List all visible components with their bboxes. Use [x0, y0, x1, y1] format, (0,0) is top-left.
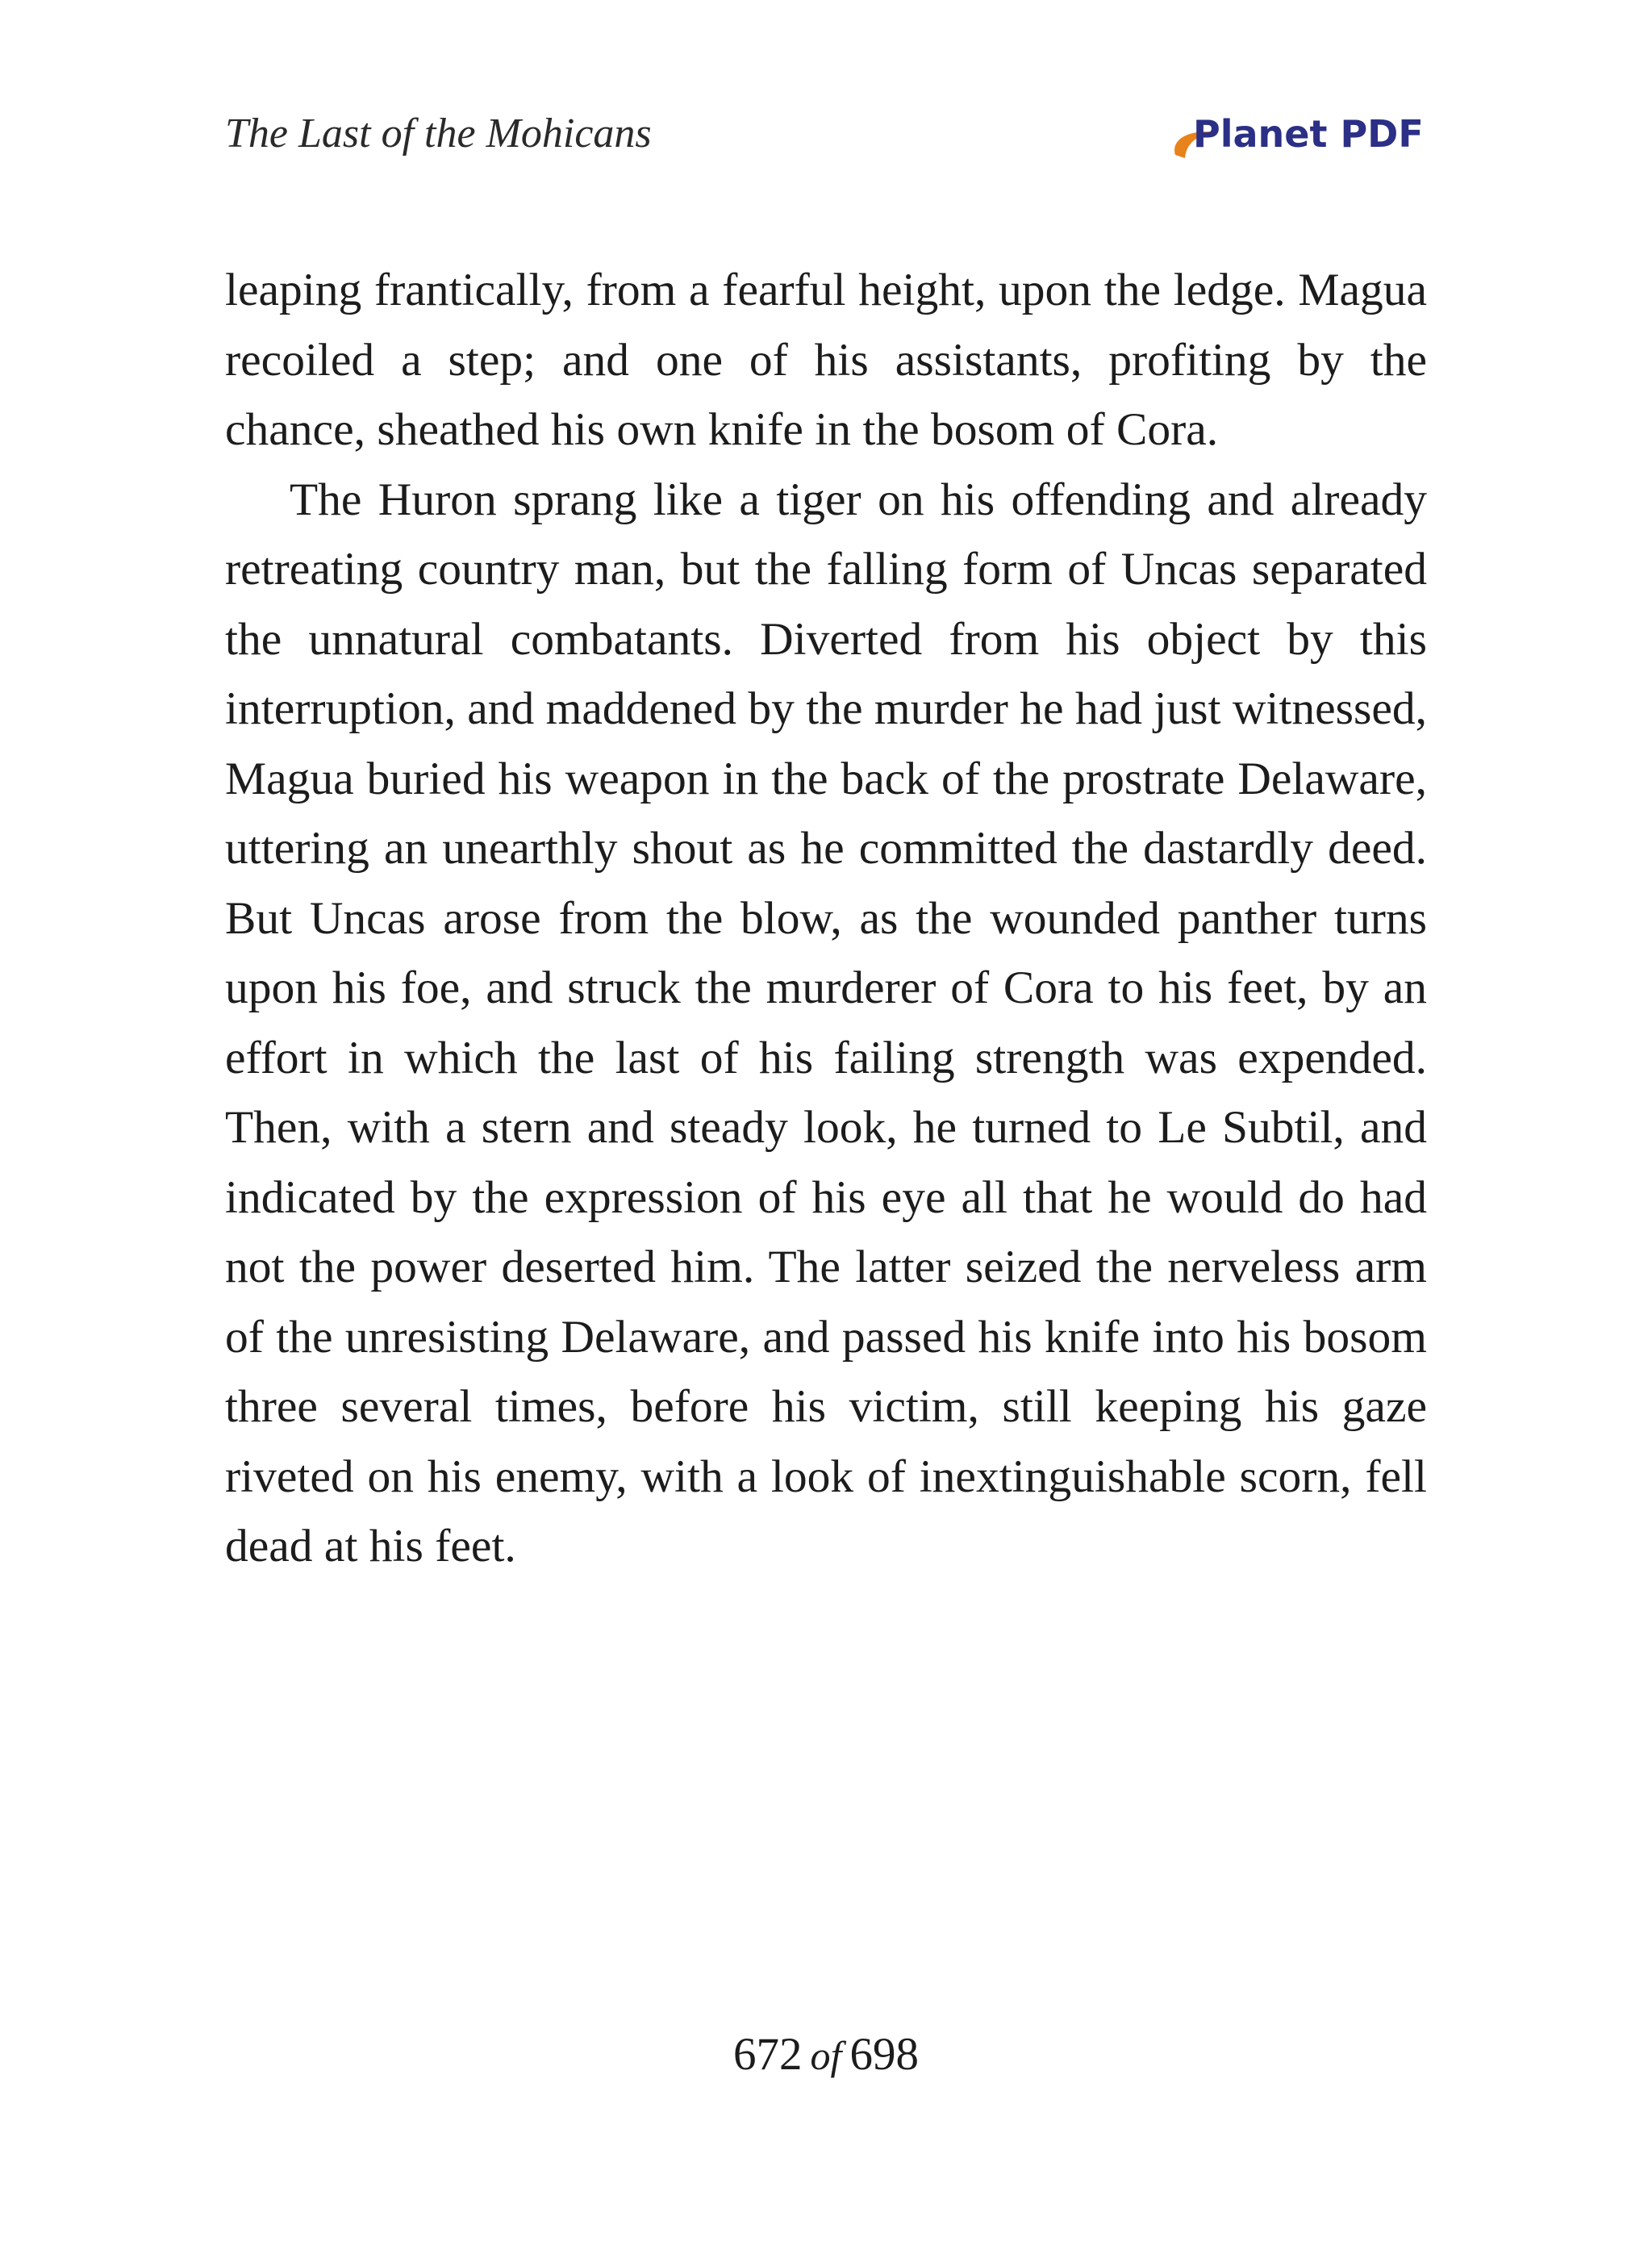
- logo-text: Planet PDF: [1193, 112, 1424, 156]
- planet-pdf-logo: [1169, 105, 1427, 169]
- current-page-number: 672: [733, 2029, 803, 2080]
- paragraph-1: leaping frantically, from a fearful height, upon the ledge. Magua recoiled a step; and one of his assistants, profiting by the chance, sheathed his own knife in the bosom of Cora.: [225, 265, 1427, 455]
- total-page-count: 698: [849, 2029, 919, 2080]
- paragraph-2: The Huron sprang like a tiger on his offending and already retreating country man, but the falling form of Uncas separated the unnatural combatants. Diverted from his object by this interruption, and maddened by the murder he had just witnessed, Magua buried his weapon in the back of the prostrate Delaware, uttering an unearthly shout as he committed the dastardly deed. But Uncas arose from the blow, as the wounded panther turns upon his foe, and struck the murderer of Cora to his feet, by an effort in which the last of his failing strength was expended. Then, with a stern and steady look, he turned to Le Subtil, and indicated by the expression of his eye all that he would do had not the power deserted him. The latter seized the nerveless arm of the unresisting Delaware, and passed his knife into his bosom three several times, before his victim, still keeping his gaze riveted on his enemy, with a look of inextinguishable scorn, fell dead at his feet.: [225, 474, 1427, 1572]
- page-footer: [0, 2027, 1652, 2084]
- page-of-label: of: [810, 2033, 842, 2078]
- page-header: [225, 105, 1427, 169]
- book-title: The Last of the Mohicans: [225, 111, 652, 157]
- planet-pdf-logo-graphic: [1169, 105, 1427, 169]
- page-body: [225, 256, 1427, 1582]
